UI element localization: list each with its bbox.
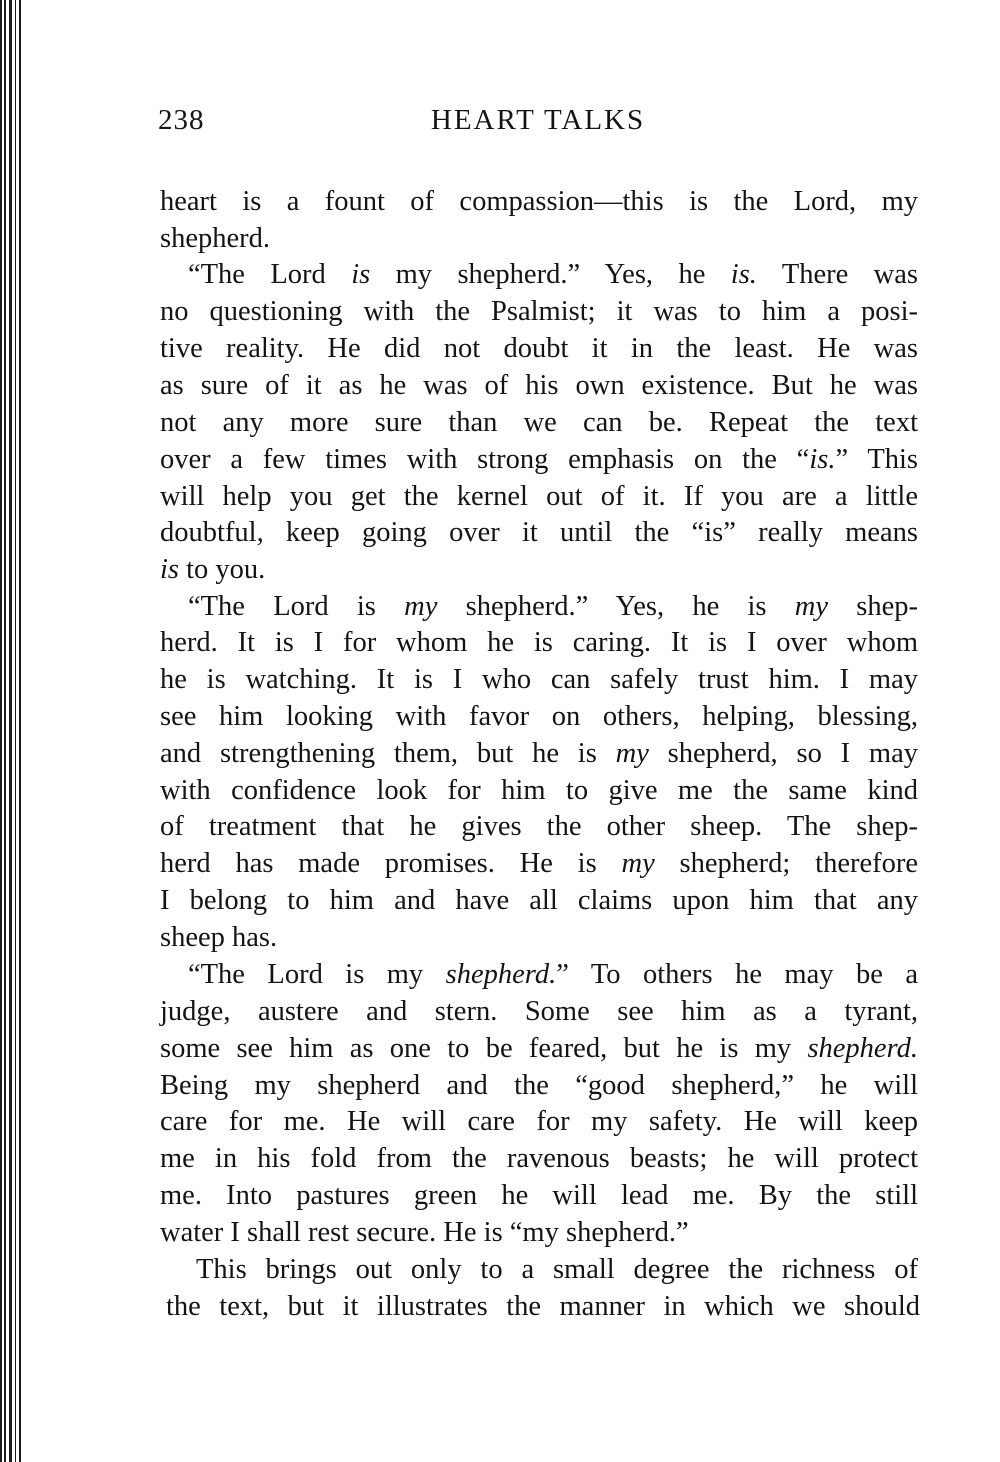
text-span: water I shall rest secure. He is “my shepherd.” <box>160 1217 689 1248</box>
italic-text: my <box>615 738 649 769</box>
text-span: tive reality. He did not doubt it in the least. He was <box>160 333 918 364</box>
text-line <box>160 772 918 809</box>
text-line <box>160 220 918 257</box>
text-line <box>160 624 918 661</box>
text-line <box>160 1103 918 1140</box>
text-line <box>160 882 918 919</box>
text-span: of treatment that he gives the other sheep. The shep- <box>160 811 918 842</box>
text-span: There was <box>756 259 919 290</box>
text-line <box>196 1251 918 1288</box>
text-span: to you. <box>179 554 266 585</box>
text-line <box>188 588 918 625</box>
italic-text: my <box>794 591 828 622</box>
italic-text: my <box>404 591 438 622</box>
text-line <box>160 698 918 735</box>
text-span: some see him as one to be feared, but he is my <box>160 1033 808 1064</box>
running-title: HEART TALKS <box>430 104 646 136</box>
text-line <box>160 441 918 478</box>
italic-text: shepherd. <box>807 1033 918 1064</box>
italic-text: is <box>351 259 371 290</box>
text-span: with confidence look for him to give me the same kind <box>160 775 918 806</box>
text-line <box>160 845 918 882</box>
text-span: over a few times with strong emphasis on the “ <box>160 444 810 475</box>
text-span: shepherd.” Yes, he is <box>437 591 795 622</box>
text-line <box>160 551 918 588</box>
page-number: 238 <box>158 104 205 136</box>
text-line <box>160 919 918 956</box>
text-span: see him looking with favor on others, helping, blessing, <box>160 701 918 732</box>
text-span: my shepherd.” Yes, he <box>370 259 731 290</box>
italic-text: shepherd. <box>445 959 557 990</box>
text-line <box>160 478 918 515</box>
text-line <box>160 293 918 330</box>
text-span: doubtful, keep going over it until the “is” really means <box>160 517 918 548</box>
text-span: me in his fold from the ravenous beasts; he will protect <box>160 1143 918 1174</box>
text-span: care for me. He will care for my safety. He will keep <box>160 1106 918 1137</box>
text-span: judge, austere and stern. Some see him as a tyrant, <box>160 996 918 1027</box>
text-line <box>160 808 918 845</box>
italic-text: is <box>160 554 180 585</box>
text-span: This brings out only to a small degree the richness of <box>196 1254 918 1285</box>
text-line <box>160 735 918 772</box>
text-span: shep- <box>828 591 918 622</box>
text-line <box>160 1214 918 1251</box>
text-span: Being my shepherd and the “good shepherd,” he will <box>160 1070 918 1101</box>
text-span: shepherd; therefore <box>654 848 918 879</box>
text-span: herd has made promises. He is <box>160 848 622 879</box>
text-span: as sure of it as he was of his own existence. But he was <box>160 370 918 401</box>
text-span: he is watching. It is I who can safely trust him. I may <box>160 664 918 695</box>
text-line <box>166 1288 920 1325</box>
text-span: ” This <box>835 444 918 475</box>
text-span: I belong to him and have all claims upon him that any <box>160 885 918 916</box>
text-line <box>188 256 918 293</box>
text-span: not any more sure than we can be. Repeat the text <box>160 407 918 438</box>
text-span: shepherd. <box>160 223 271 254</box>
text-span: herd. It is I for whom he is caring. It is I over whom <box>160 627 918 658</box>
text-line <box>160 993 918 1030</box>
text-line <box>160 1067 918 1104</box>
text-span: sheep has. <box>160 922 278 953</box>
text-line <box>160 367 918 404</box>
italic-text: is. <box>730 259 757 290</box>
text-span: shepherd, so I may <box>648 738 918 769</box>
book-spine-edge <box>0 0 26 1462</box>
text-span: “The Lord <box>188 259 352 290</box>
text-line <box>160 1177 918 1214</box>
italic-text: is. <box>809 444 836 475</box>
text-span: “The Lord is <box>188 591 405 622</box>
text-line <box>160 514 918 551</box>
text-line <box>160 330 918 367</box>
text-line <box>188 956 918 993</box>
text-span: the text, but it illustrates the manner in which we should <box>166 1291 920 1322</box>
text-span: and strengthening them, but he is <box>160 738 616 769</box>
text-span: will help you get the kernel out of it. If you are a little <box>160 481 918 512</box>
italic-text: my <box>621 848 655 879</box>
text-line <box>160 1140 918 1177</box>
text-span: no questioning with the Psalmist; it was to him a posi- <box>160 296 918 327</box>
page-header <box>158 104 918 144</box>
text-span: heart is a fount of compassion—this is the Lord, my <box>160 186 918 217</box>
text-line <box>160 661 918 698</box>
text-line <box>160 183 918 220</box>
text-line <box>160 1030 918 1067</box>
text-span: “The Lord is my <box>188 959 446 990</box>
text-span: me. Into pastures green he will lead me. By the still <box>160 1180 918 1211</box>
text-line <box>160 404 918 441</box>
text-span: ” To others he may be a <box>556 959 918 990</box>
